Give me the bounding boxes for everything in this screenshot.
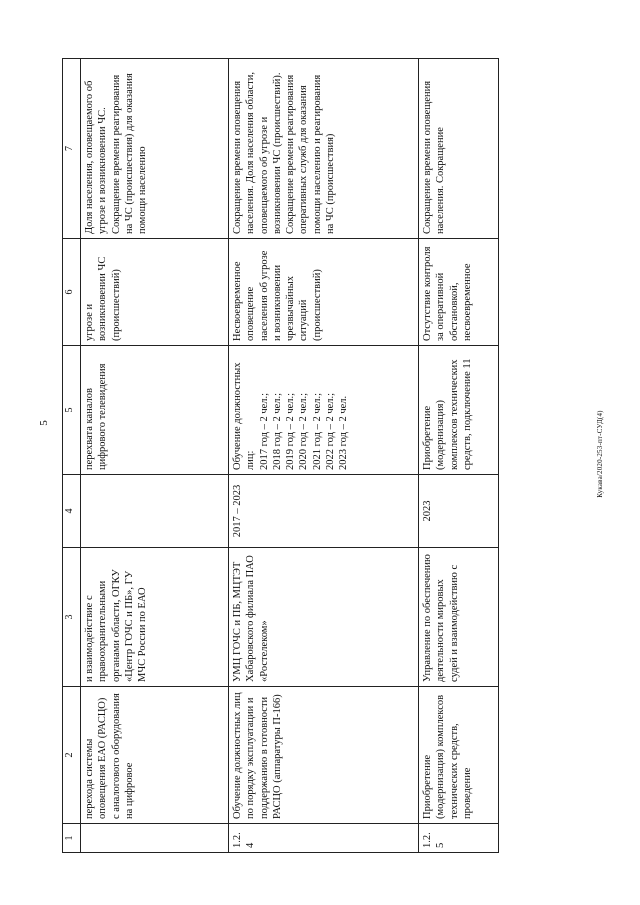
link-cell: Сокращение времени оповещения населения. Сокращение	[419, 59, 499, 239]
result-cell: Обучение должностных лиц: 2017 год – 2 чел.; 2018 год – 2 чел.; 2019 год – 2 чел.; 2020 год – 2 чел.; 2021 год – 2 чел.; 2022 год – 2 чел.; 2023 год – 2 чел.	[229, 346, 419, 475]
table-row	[81, 59, 229, 853]
column-number: 1	[63, 824, 81, 853]
document-code: Кукава/2020-253-пт-СУД(4)	[596, 410, 604, 498]
table-row	[229, 59, 419, 853]
executors-cell: и взаимодействие с правоохранительными органами области, ОГКУ «Центр ГОЧС и ПБ», ГУ МЧС России по ЕАО	[81, 548, 229, 687]
table-row	[419, 59, 499, 853]
page-number: 5	[38, 420, 50, 426]
executors-cell: УМЦ ГОЧС и ПБ, МЦТЭТ Хабаровского филиала ПАО «Ростелеком»	[229, 548, 419, 687]
column-number: 2	[63, 687, 81, 824]
column-number-row	[63, 59, 81, 853]
measure-cell: Обучение должностных лиц по порядку эксплуатации и поддержанию в готовности РАСЦО (аппаратуры П-166)	[229, 687, 419, 824]
measure-cell: Приобретение (модернизация) комплексов технических средств, проведение	[419, 687, 499, 824]
row-number: 1.2.5	[419, 824, 499, 853]
column-number: 6	[63, 239, 81, 346]
rotated-table-container	[62, 59, 498, 853]
link-cell: Сокращение времени оповещения населения. Доля населения области, оповещаемого об угрозе и возникновении ЧС (происшествий). Сокращение времени реагирования оперативных служб для оказания помощи населению и реагирования на ЧС (происшествия)	[229, 59, 419, 239]
measures-table	[62, 58, 499, 853]
column-number: 4	[63, 475, 81, 548]
column-number: 5	[63, 346, 81, 475]
link-cell: Доля населения, оповещаемого об угрозе и возникновении ЧС. Сокращение времени реагирования на ЧС (происшествия) для оказания помощи населению	[81, 59, 229, 239]
consequences-cell: Несвоевременное оповещение населения об угрозе и возникновении чрезвычайных ситуаций (происшествий)	[229, 239, 419, 346]
column-number: 3	[63, 548, 81, 687]
consequences-cell: угрозе и возникновении ЧС (происшествий)	[81, 239, 229, 346]
measure-cell: перехода системы оповещения ЕАО (РАСЦО) с аналогового оборудования на цифровое	[81, 687, 229, 824]
executors-cell: Управление по обеспечению деятельности мировых судей и взаимодействию с	[419, 548, 499, 687]
period-cell: 2023	[419, 475, 499, 548]
row-number: 1.2.4	[229, 824, 419, 853]
row-number	[81, 824, 229, 853]
period-cell: 2017 – 2023	[229, 475, 419, 548]
result-cell: Приобретение (модернизация) комплексов технических средств, подключение 11	[419, 346, 499, 475]
result-cell: перехвата каналов цифрового телевидения	[81, 346, 229, 475]
consequences-cell: Отсутствие контроля за оперативной обстановкой, несвоевременное	[419, 239, 499, 346]
period-cell	[81, 475, 229, 548]
column-number: 7	[63, 59, 81, 239]
